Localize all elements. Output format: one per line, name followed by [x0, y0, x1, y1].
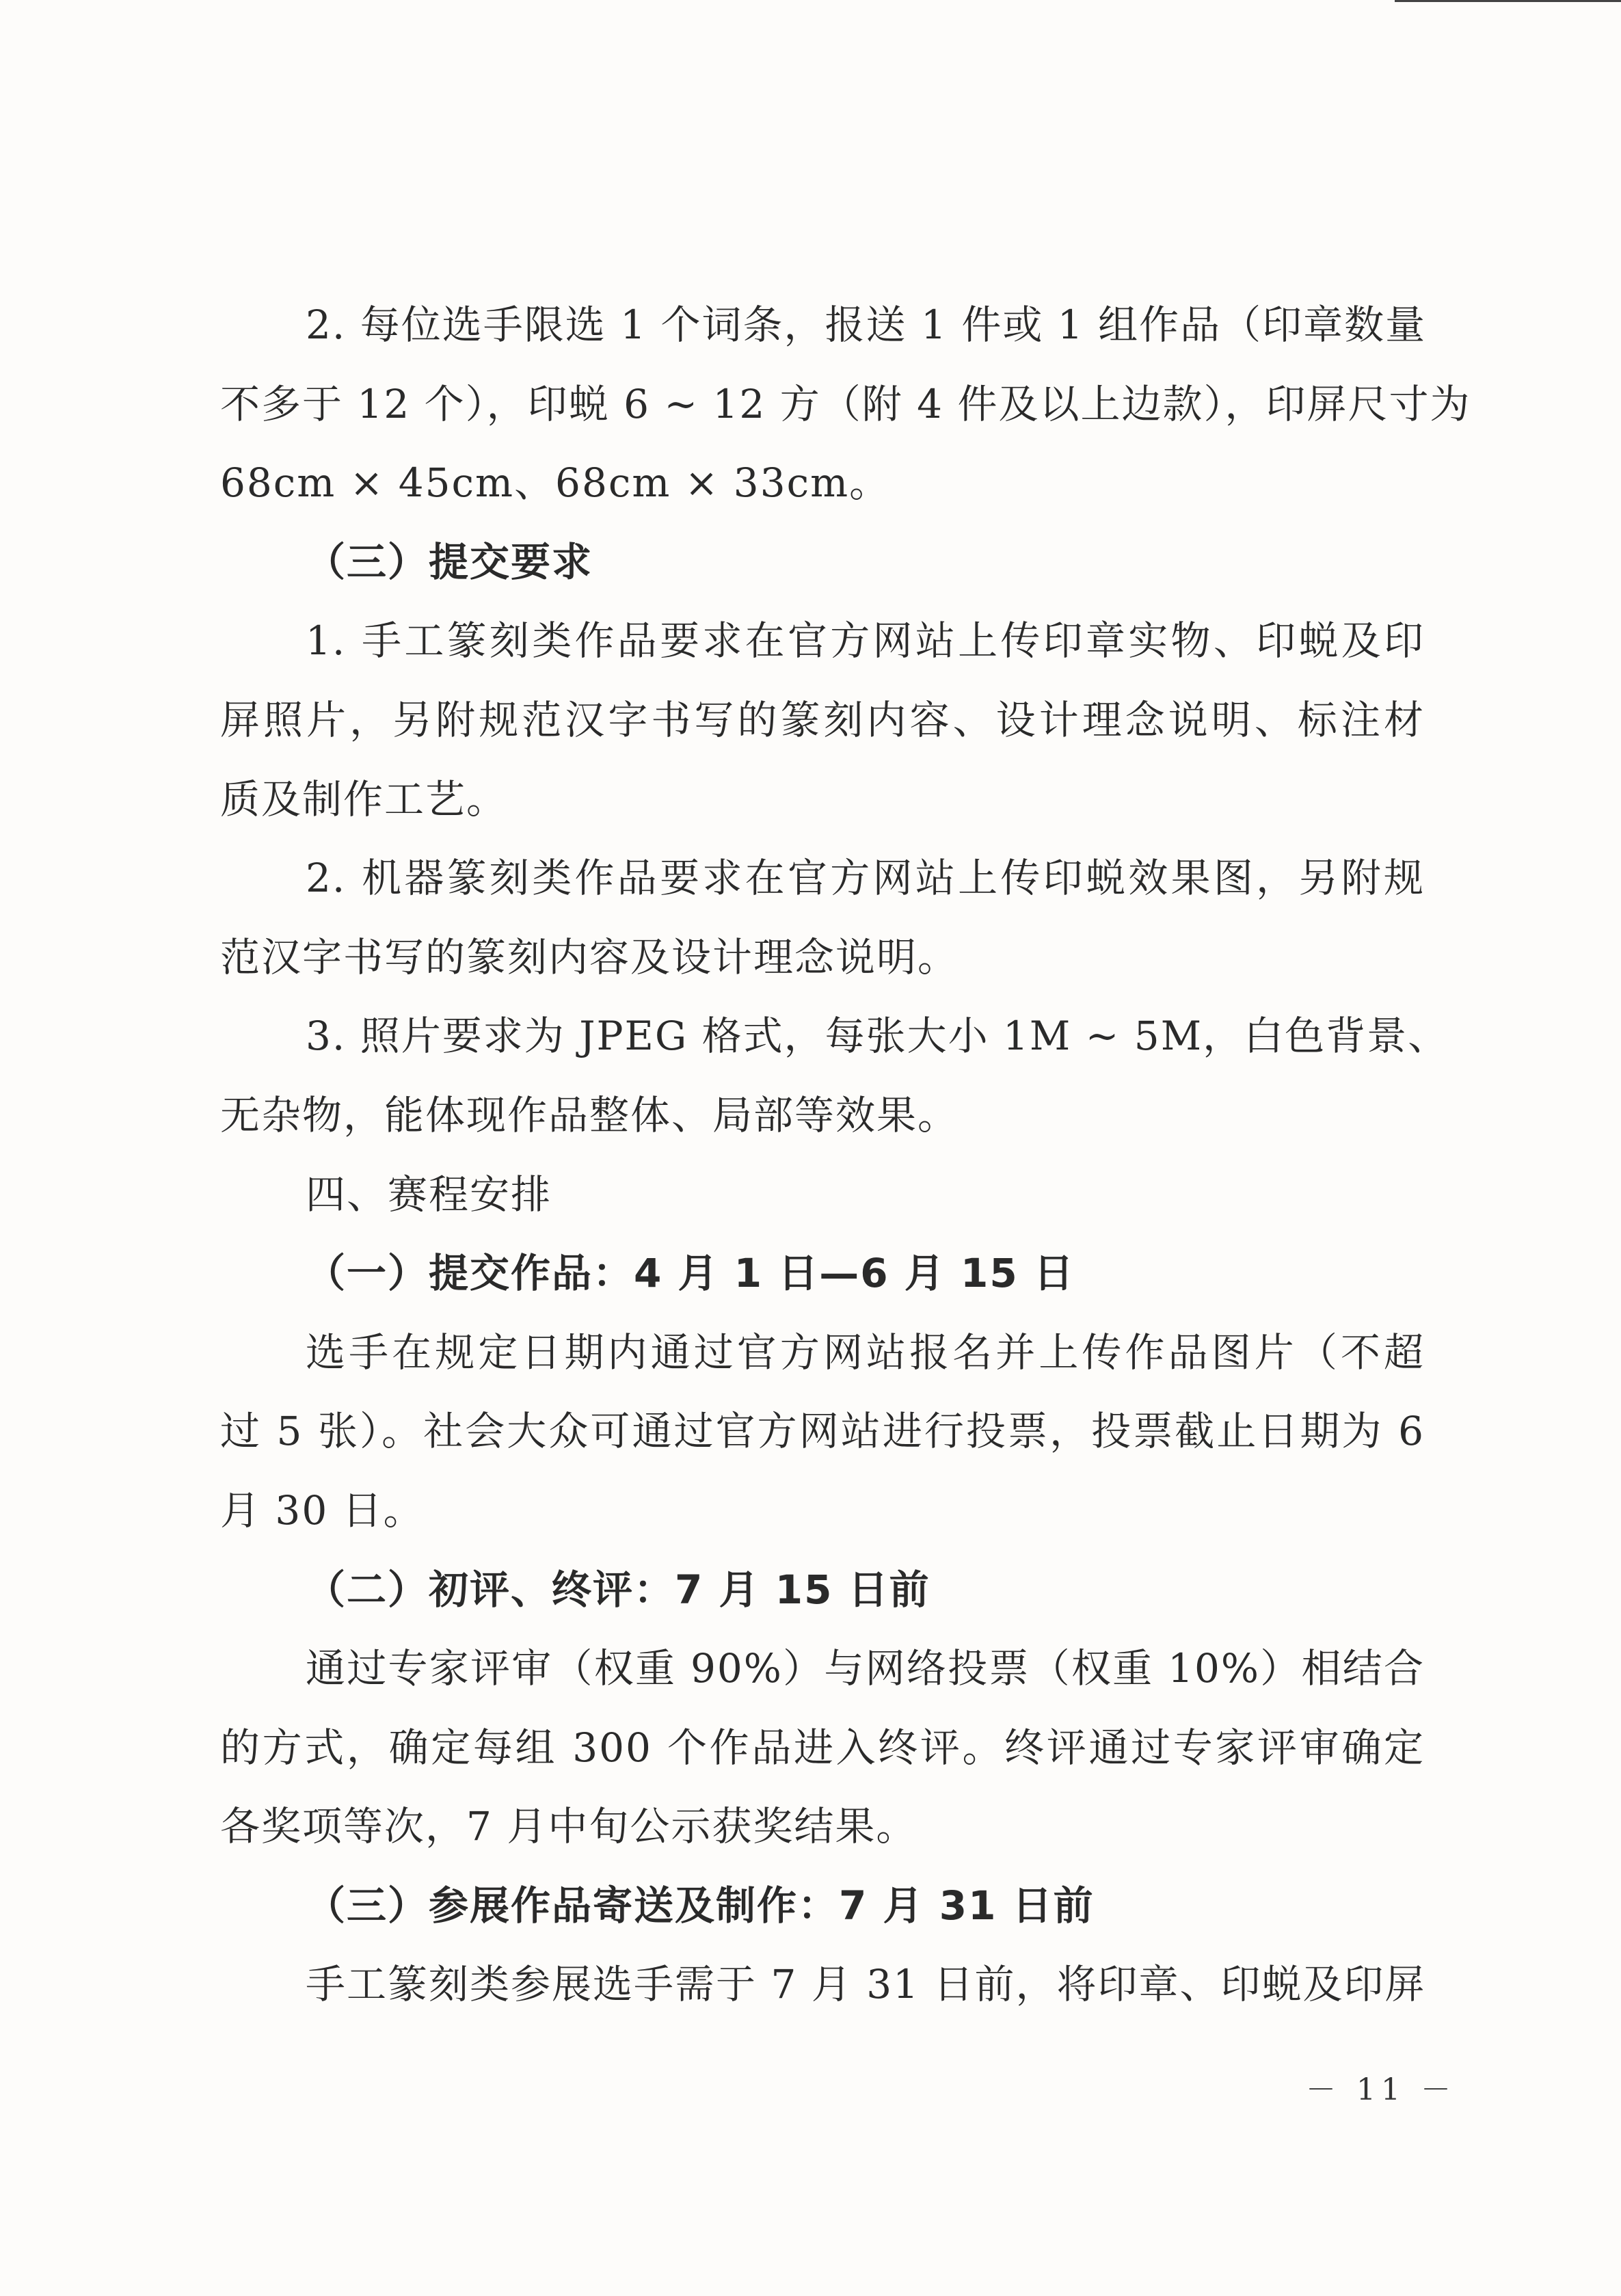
- paragraph-line: 2. 每位选手限选 1 个词条，报送 1 件或 1 组作品（印章数量: [306, 302, 1427, 348]
- chapter-heading: 四、赛程安排: [306, 1171, 552, 1218]
- paragraph-line: 不多于 12 个），印蜕 6 ~ 12 方（附 4 件及以上边款），印屏尺寸为: [220, 380, 1471, 427]
- paragraph-line: 质及制作工艺。: [220, 775, 508, 823]
- paragraph-line: 2. 机器篆刻类作品要求在官方网站上传印蜕效果图，另附规: [306, 855, 1425, 902]
- paragraph-line: 无杂物，能体现作品整体、局部等效果。: [220, 1091, 959, 1138]
- paragraph-line: 手工篆刻类参展选手需于 7 月 31 日前，将印章、印蜕及印屏: [306, 1961, 1426, 2008]
- section-heading: （一）提交作品：4 月 1 日—6 月 15 日: [306, 1250, 1075, 1297]
- page-number: － 11 －: [1306, 2072, 1456, 2107]
- paragraph-line: 的方式，确定每组 300 个作品进入终评。终评通过专家评审确定: [220, 1724, 1425, 1771]
- paragraph-line: 过 5 张）。社会大众可通过官方网站进行投票，投票截止日期为 6: [220, 1408, 1425, 1455]
- paragraph-line: 通过专家评审（权重 90%）与网络投票（权重 10%）相结合: [306, 1645, 1425, 1692]
- paragraph-line: 68cm × 45cm、68cm × 33cm。: [220, 459, 891, 507]
- paragraph-line: 选手在规定日期内通过官方网站报名并上传作品图片（不超: [306, 1329, 1425, 1376]
- section-heading: （二）初评、终评：7 月 15 日前: [306, 1566, 930, 1613]
- paragraph-line: 屏照片，另附规范汉字书写的篆刻内容、设计理念说明、标注材: [220, 696, 1425, 743]
- top-rule: [1395, 0, 1621, 2]
- paragraph-line: 3. 照片要求为 JPEG 格式，每张大小 1M ~ 5M，白色背景、: [306, 1013, 1449, 1060]
- paragraph-line: 各奖项等次，7 月中旬公示获奖结果。: [220, 1803, 917, 1850]
- paragraph-line: 月 30 日。: [220, 1486, 425, 1534]
- paragraph-line: 范汉字书写的篆刻内容及设计理念说明。: [220, 933, 959, 980]
- document-body: [220, 286, 1471, 2025]
- section-heading: （三）参展作品寄送及制作：7 月 31 日前: [306, 1882, 1095, 1929]
- section-heading: （三）提交要求: [306, 538, 593, 585]
- paragraph-line: 1. 手工篆刻类作品要求在官方网站上传印章实物、印蜕及印: [306, 617, 1425, 665]
